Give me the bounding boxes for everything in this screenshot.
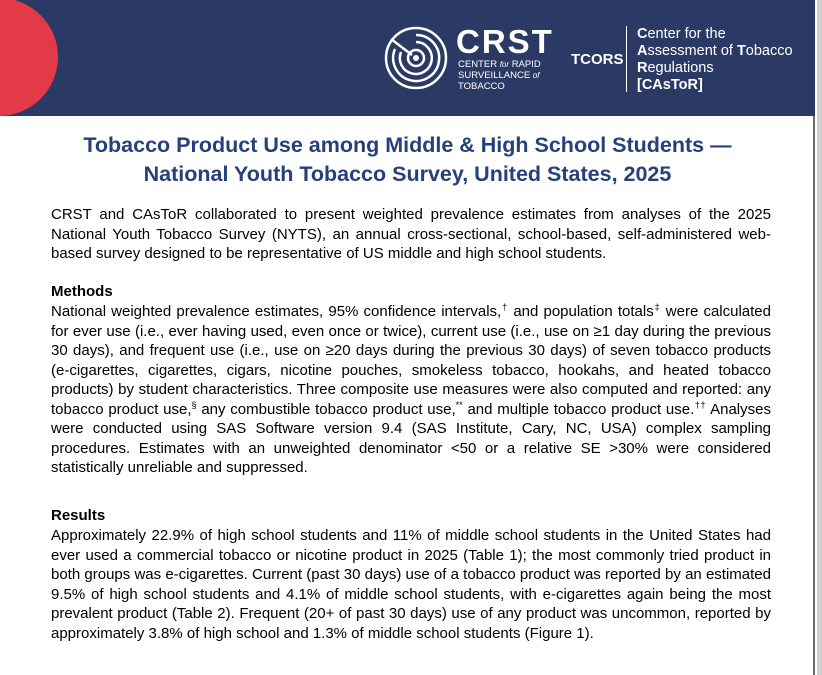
castor-line-4: [CAsToR]	[637, 77, 703, 93]
castor-logo-text	[637, 26, 793, 94]
intro-text: CRST and CAsToR collaborated to present weighted prevalence estimates from analyses of the 2025 National Youth Tobacco Survey (NYTS), an annual cross-sectional, school-based, self-administered web-based survey designed to be representative of US middle and high school students.	[51, 206, 771, 262]
crst-wordmark: CRST	[456, 23, 554, 60]
crst-target-logo-icon	[383, 25, 449, 91]
crst-subtitle	[458, 59, 541, 92]
footnote-double-dagger[interactable]: ‡	[653, 302, 661, 312]
footnote-section[interactable]: §	[191, 399, 197, 410]
footnote-double-dagger-2[interactable]: ††	[694, 399, 707, 410]
crst-sub-for: for	[499, 60, 510, 69]
crst-sub-surveillance: SURVEILLANCE	[458, 70, 531, 81]
header-banner	[0, 0, 815, 116]
crst-sub-rapid: RAPID	[511, 59, 541, 70]
crst-sub-tobacco: TOBACCO	[458, 81, 505, 92]
header-divider	[626, 26, 627, 92]
footnote-double-asterisk[interactable]: **	[455, 399, 463, 410]
tcors-label: TCORS	[571, 51, 624, 68]
castor-line-2: Assessment of Tobacco	[637, 43, 793, 59]
crst-sub-of: of	[532, 71, 540, 80]
crst-sub-center: CENTER	[458, 59, 498, 70]
intro-paragraph	[51, 205, 771, 264]
results-text: Approximately 22.9% of high school students and 11% of middle school students in the United States had ever used a commercial tobacco or nicotine product in 2025 (Table 1); the most commonly tried product in both groups was e-cigarettes. Current (past 30 days) use of a tobacco product was reported by an estimated 9.5% of high school students and 4.1% of middle school students, with e-cigarettes again being the most prevalent product (Table 2). Frequent (20+ of past 30 days) use of any product was uncommon, reported by approximately 3.8% of high school and 1.3% of middle school students (Figure 1).	[51, 527, 771, 642]
castor-line-3: Regulations	[637, 60, 714, 76]
page-title: Tobacco Product Use among Middle & High School Students — National Youth Tobacco Survey, United States, 2025	[83, 133, 732, 186]
castor-line-1: Center for the	[637, 26, 726, 42]
page-edge	[817, 0, 822, 675]
results-paragraph	[51, 526, 771, 643]
methods-paragraph: National weighted prevalence estimates, 95% confidence intervals,† and population totals‡ were calculated for ever use (i.e., ever having used, even once or twice), current use (i.e., use on ≥1 day during the previous 30 days), and frequent use (i.e., use on ≥20 days during the previous 30 days) of seven tobacco products (e-cigarettes, cigarettes, cigars, nicotine pouches, smokeless tobacco, hookahs, and heated tobacco products) by student characteristics. Three composite use measures were also computed and reported: any tobacco product use,§ any combustible tobacco product use,** and multiple tobacco product use.†† Analyses were conducted using SAS Software version 9.4 (SAS Institute, Cary, NC, USA) complex sampling procedures. Estimates with an unweighted denominator <50 or a relative SE >30% were considered statistically unreliable and suppressed.	[51, 302, 771, 476]
methods-heading: Methods	[51, 283, 113, 300]
footnote-dagger[interactable]: †	[501, 302, 509, 312]
red-circle-decoration	[0, 0, 58, 116]
results-heading: Results	[51, 507, 106, 524]
